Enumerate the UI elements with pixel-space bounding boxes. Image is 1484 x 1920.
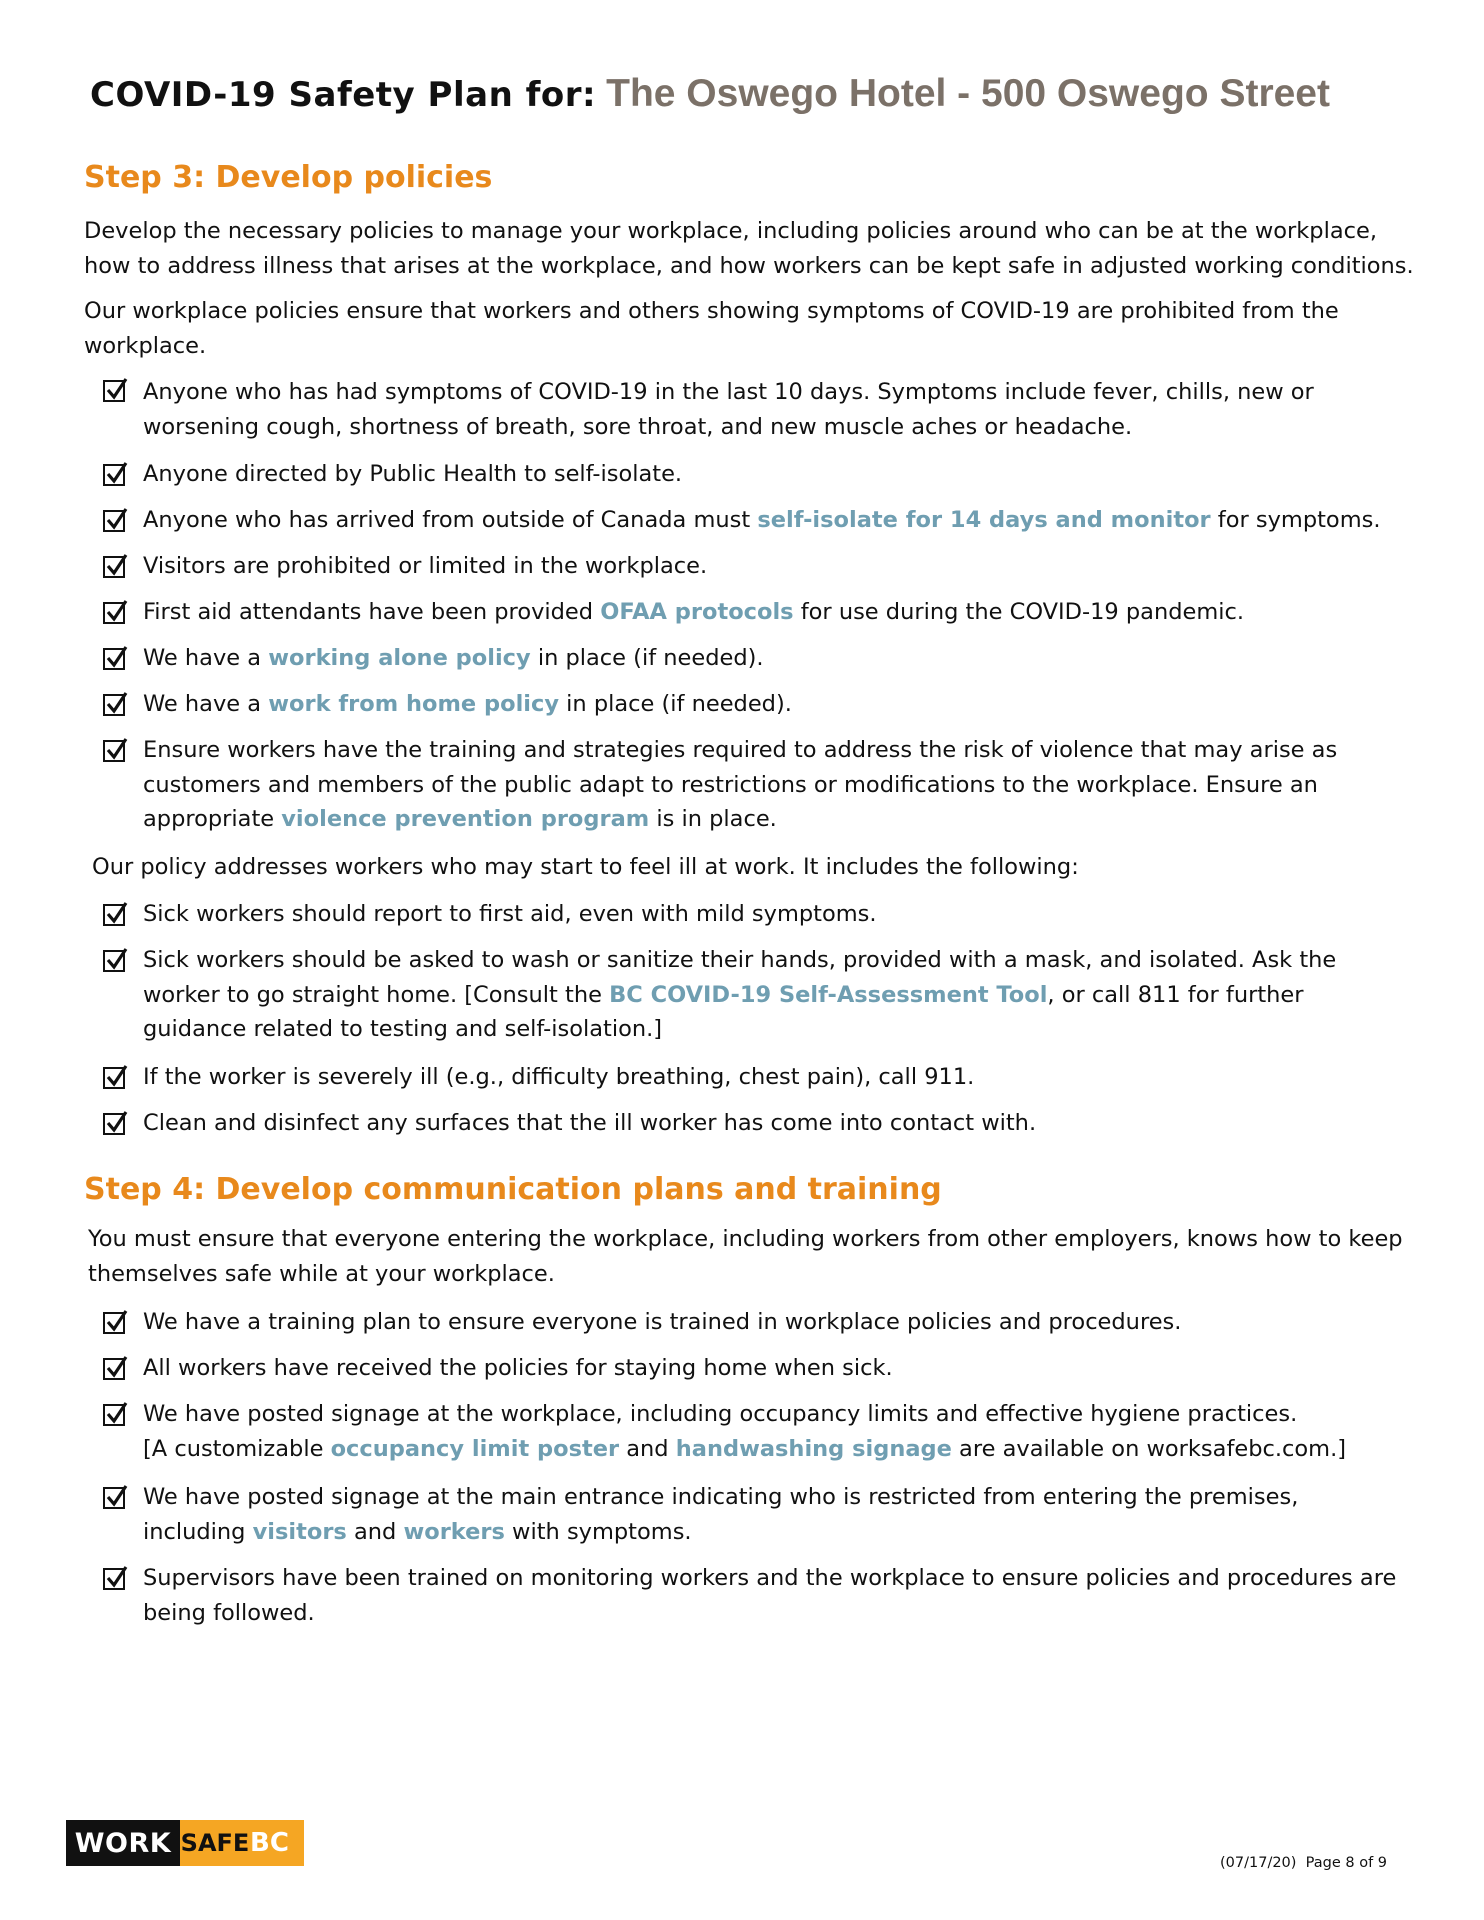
checkbox-checked[interactable] xyxy=(103,1358,125,1380)
policy-item-visitors: Visitors are prohibited or limited in the workplace. xyxy=(143,553,708,579)
checkbox-checked[interactable] xyxy=(103,694,125,716)
work-from-home-policy-link[interactable]: work from home policy xyxy=(268,691,559,717)
checkmark-icon xyxy=(103,1309,129,1335)
working-alone-policy-link[interactable]: working alone policy xyxy=(268,645,531,671)
checkbox-checked[interactable] xyxy=(103,1067,125,1089)
visitors-link[interactable]: visitors xyxy=(252,1518,347,1545)
checkmark-icon xyxy=(103,461,129,487)
policy-item-working-alone: We have a working alone policy in place (if needed). xyxy=(143,645,764,671)
workers-link[interactable]: workers xyxy=(403,1518,505,1545)
checkmark-icon xyxy=(103,1565,129,1591)
checkbox-checked[interactable] xyxy=(103,1113,125,1135)
checkbox-checked[interactable] xyxy=(103,1487,125,1509)
checkmark-icon xyxy=(103,377,129,403)
checkbox-checked[interactable] xyxy=(103,950,125,972)
checkmark-icon xyxy=(103,599,129,625)
checkmark-icon xyxy=(103,737,129,763)
policy-item-first-aid: First aid attendants have been provided OFAA protocols for use during the COVID-19 pandemic. xyxy=(143,599,1245,625)
policy-item-work-from-home: We have a work from home policy in place (if needed). xyxy=(143,691,792,717)
checkbox-checked[interactable] xyxy=(103,556,125,578)
footer-date: (07/17/20) xyxy=(1220,1855,1297,1871)
step3-intro: Develop the necessary policies to manage your workplace, including policies around who can be at the workplace, how to address illness that arises at the workplace, and how workers can be kept safe in adjusted working conditions. xyxy=(84,218,1414,279)
checkbox-checked[interactable] xyxy=(103,1404,125,1426)
comm-item-signage: We have posted signage at the workplace, including occupancy limits and effective hygiene practices. [A customizable occupancy limit poster and handwashing signage are available on worksafebc.com.] xyxy=(143,1401,1346,1462)
checkbox-checked[interactable] xyxy=(103,510,125,532)
checkmark-icon xyxy=(103,947,129,973)
ill-item-isolate: Sick workers should be asked to wash or sanitize their hands, provided with a mask, and isolated. Ask the worker to go straight home. [Consult the BC COVID-19 Self-Assessment Tool, or call 811 for further guidance related to testing and self-isolation.] xyxy=(143,947,1337,1042)
checkmark-icon xyxy=(103,507,129,533)
header-label: COVID-19 Safety Plan for: xyxy=(90,75,597,115)
checkbox-checked[interactable] xyxy=(103,464,125,486)
policy-item-violence: Ensure workers have the training and strategies required to address the risk of violence that may arise as customers and members of the public adapt to restrictions or modifications to the workplace. Ensure an appropriate violence prevention program is in place. xyxy=(143,737,1338,832)
self-isolate-link[interactable]: self-isolate for 14 days and monitor xyxy=(757,507,1211,533)
checkbox-checked[interactable] xyxy=(103,648,125,670)
checkmark-icon xyxy=(103,901,129,927)
checkmark-icon xyxy=(103,1401,129,1427)
step4-intro: You must ensure that everyone entering the workplace, including workers from other employers, knows how to keep themselves safe while at your workplace. xyxy=(88,1226,1403,1287)
step3-heading: Step 3: Develop policies xyxy=(84,160,493,195)
comm-item-policies-received: All workers have received the policies for staying home when sick. xyxy=(143,1355,893,1381)
ill-item-disinfect: Clean and disinfect any surfaces that the ill worker has come into contact with. xyxy=(143,1110,1037,1136)
comm-item-entrance-signage: We have posted signage at the main entrance indicating who is restricted from entering the premises, including visitors and workers with symptoms. xyxy=(143,1484,1299,1545)
comm-item-supervisors: Supervisors have been trained on monitoring workers and the workplace to ensure policies and procedures are being followed. xyxy=(143,1565,1397,1626)
step4-heading: Step 4: Develop communication plans and training xyxy=(84,1172,942,1207)
page-number: Page 8 of 9 xyxy=(1305,1855,1388,1871)
checkbox-checked[interactable] xyxy=(103,1568,125,1590)
checkbox-checked[interactable] xyxy=(103,1312,125,1334)
checkbox-checked[interactable] xyxy=(103,740,125,762)
policy-item-public-health: Anyone directed by Public Health to self-isolate. xyxy=(143,461,683,487)
ill-policy-intro: Our policy addresses workers who may start to feel ill at work. It includes the following: xyxy=(92,854,1079,880)
ofaa-protocols-link[interactable]: OFAA protocols xyxy=(600,599,794,625)
checkmark-icon xyxy=(103,691,129,717)
comm-item-training-plan: We have a training plan to ensure everyone is trained in workplace policies and procedures. xyxy=(143,1309,1182,1335)
header-business-name: The Oswego Hotel - 500 Oswego Street xyxy=(606,72,1330,115)
checkmark-icon xyxy=(103,1064,129,1090)
occupancy-limit-poster-link[interactable]: occupancy limit poster xyxy=(330,1435,620,1462)
self-assessment-tool-link[interactable]: BC COVID-19 Self-Assessment Tool xyxy=(609,981,1048,1008)
violence-prevention-link[interactable]: violence prevention program xyxy=(281,806,650,832)
checkmark-icon xyxy=(103,645,129,671)
checkmark-icon xyxy=(103,553,129,579)
checkmark-icon xyxy=(103,1110,129,1136)
handwashing-signage-link[interactable]: handwashing signage xyxy=(675,1435,952,1462)
step3-policy-intro: Our workplace policies ensure that workers and others showing symptoms of COVID-19 are prohibited from the workplace. xyxy=(84,298,1339,359)
ill-item-severe: If the worker is severely ill (e.g., difficulty breathing, chest pain), call 911. xyxy=(143,1064,975,1090)
checkbox-checked[interactable] xyxy=(103,904,125,926)
ill-item-report: Sick workers should report to first aid, even with mild symptoms. xyxy=(143,901,877,927)
policy-item-travel: Anyone who has arrived from outside of Canada must self-isolate for 14 days and monitor for symptoms. xyxy=(143,507,1381,533)
checkbox-checked[interactable] xyxy=(103,380,125,402)
checkmark-icon xyxy=(103,1484,129,1510)
checkmark-icon xyxy=(103,1355,129,1381)
policy-item-symptoms: Anyone who has had symptoms of COVID-19 in the last 10 days. Symptoms include fever, chills, new or worsening cough, shortness of breath, sore throat, and new muscle aches or headache. xyxy=(143,379,1314,440)
page-header xyxy=(90,72,1330,116)
checkbox-checked[interactable] xyxy=(103,602,125,624)
page-footer xyxy=(1220,1855,1387,1871)
worksafebc-logo: WORK SAFE BC xyxy=(66,1820,304,1866)
